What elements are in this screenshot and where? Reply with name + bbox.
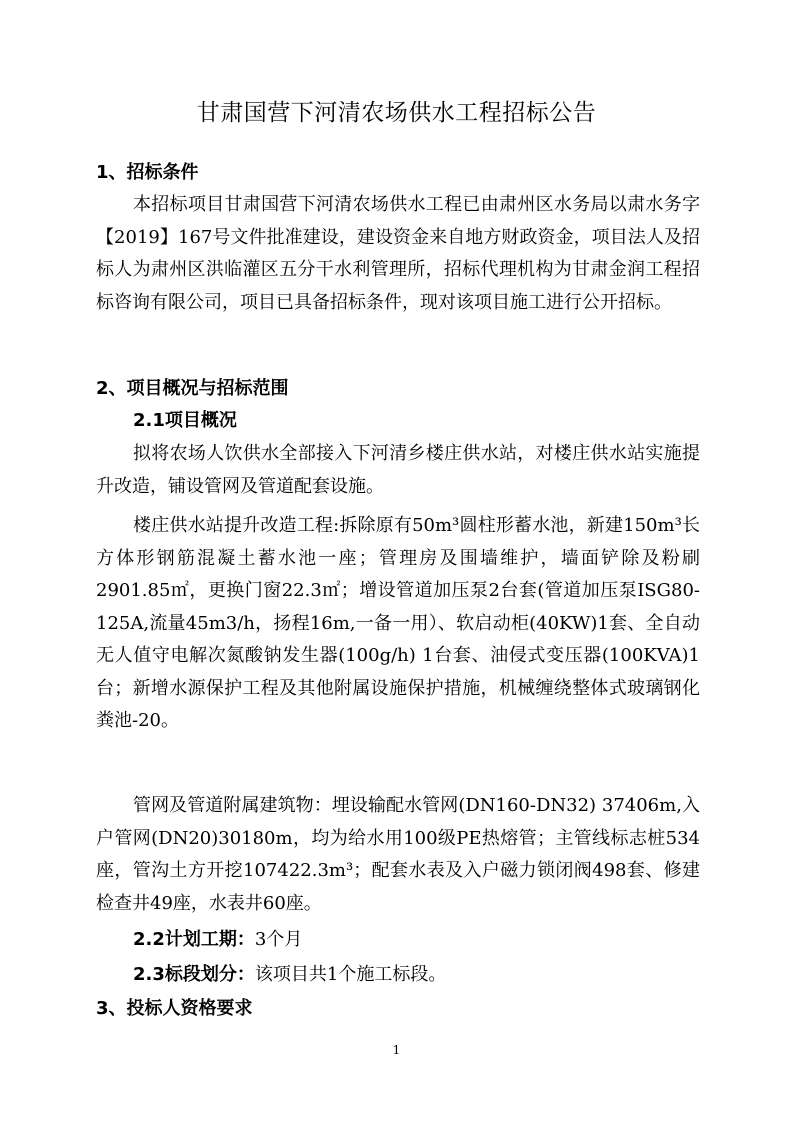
lot-division-line: [133, 960, 446, 986]
section-heading-3: 3、投标人资格要求: [96, 998, 253, 1019]
section-heading-2: 2、项目概况与招标范围: [96, 378, 289, 399]
subsection-heading-2-1-label: 2.1项目概况: [133, 410, 237, 431]
schedule-line: [133, 925, 302, 951]
page-number: 1: [392, 1043, 401, 1057]
schedule-label: 2.2计划工期：: [133, 929, 255, 950]
paragraph-pipe-network: 管网及管道附属建筑物：埋设输配水管网(DN160-DN32) 37406m,入户管网(DN20)30180m，均为给水用100级PE热熔管；主管线标志桩534座，管沟土方开挖107422.3m³；配套水表及入户磁力锁闭阀498套、修建检查井49座，水表井60座。: [96, 795, 700, 914]
lot-division-value: 该项目共1个施工标段。: [254, 964, 447, 985]
paragraph-water-station: 楼庄供水站提升改造工程:拆除原有50m³圆柱形蓄水池，新建150m³长方体形钢筋混凝土蓄水池一座；管理房及围墙维护，墙面铲除及粉刷2901.85㎡，更换门窗22.3㎡；增设管道加压泵2台套(管道加压泵ISG80-125A,流量45m3/h，扬程16m,一备一用）、软启动柜(40KW)1套、全自动无人值守电解次氮酸钠发生器(100g/h) 1台套、油侵式变压器(100KVA)1台；新增水源保护工程及其他附属设施保护措施，机械缠绕整体式玻璃钢化粪池-20。: [96, 515, 700, 731]
paragraph-tender-conditions: 本招标项目甘肃国营下河清农场供水工程已由肃州区水务局以肃水务字【2019】167号文件批准建设，建设资金来自地方财政资金，项目法人及招标人为肃州区洪临灌区五分干水利管理所，招标代理机构为甘肃金润工程招标咨询有限公司，项目已具备招标条件，现对该项目施工进行公开招标。: [96, 194, 700, 313]
subsection-heading-2-1: [133, 406, 237, 432]
schedule-value: 3个月: [254, 929, 303, 950]
section-heading-1: 1、招标条件: [96, 162, 199, 183]
lot-division-label: 2.3标段划分：: [133, 964, 255, 985]
paragraph-overview: 拟将农场人饮供水全部接入下河清乡楼庄供水站，对楼庄供水站实施提升改造，铺设管网及管道配套设施。: [96, 443, 700, 497]
page-title: 甘肃国营下河清农场供水工程招标公告: [196, 100, 597, 126]
